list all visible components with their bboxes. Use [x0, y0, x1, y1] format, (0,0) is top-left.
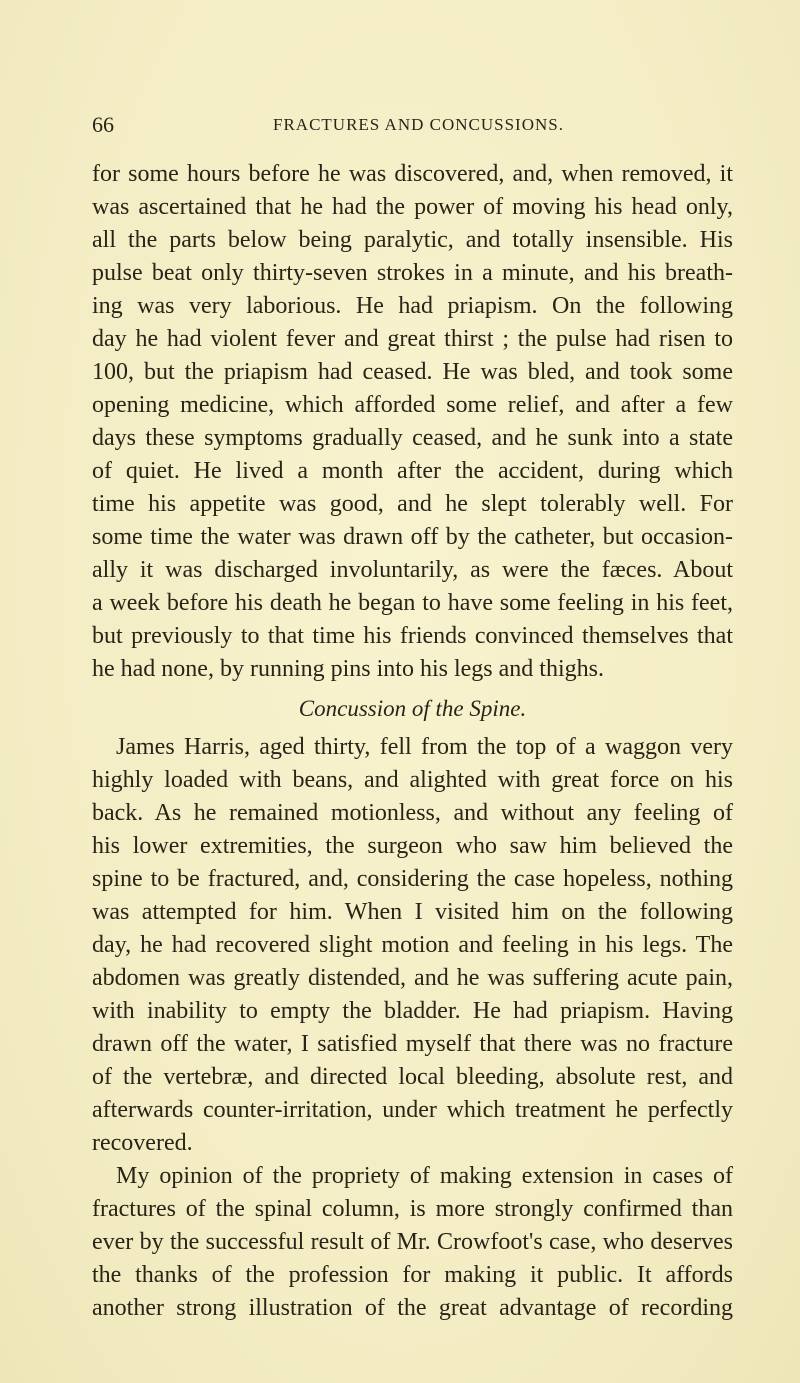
text-line: he had none, by running pins into his legs and thighs. — [92, 656, 604, 682]
text-line: highly loaded with beans, and alighted with great force on his — [92, 767, 733, 793]
running-header — [92, 112, 733, 140]
text-line: back. As he remained motionless, and without any feeling of — [92, 800, 733, 826]
text-line: 100, but the priapism had ceased. He was bled, and took some — [92, 359, 733, 385]
text-line: the thanks of the profession for making it public. It affords — [92, 1262, 733, 1288]
text-line: spine to be fractured, and, considering the case hopeless, nothing — [92, 866, 733, 892]
text-line: all the parts below being paralytic, and totally insensible. His — [92, 227, 733, 253]
text-line: ever by the successful result of Mr. Crowfoot's case, who deserves — [92, 1229, 733, 1255]
text-line: some time the water was drawn off by the catheter, but occasion- — [92, 524, 733, 550]
text-line: ally it was discharged involuntarily, as were the fæces. About — [92, 557, 733, 583]
text-line: ing was very laborious. He had priapism. On the following — [92, 293, 733, 319]
text-line: James Harris, aged thirty, fell from the top of a waggon very — [116, 734, 733, 760]
text-line: My opinion of the propriety of making extension in cases of — [116, 1163, 733, 1189]
text-line: time his appetite was good, and he slept tolerably well. For — [92, 491, 733, 517]
text-line: for some hours before he was discovered, and, when removed, it — [92, 161, 733, 187]
text-line: day, he had recovered slight motion and feeling in his legs. The — [92, 932, 733, 958]
text-line: days these symptoms gradually ceased, and he sunk into a state — [92, 425, 733, 451]
text-line: drawn off the water, I satisfied myself that there was no fracture — [92, 1031, 733, 1057]
text-line: of quiet. He lived a month after the accident, during which — [92, 458, 733, 484]
running-title: FRACTURES AND CONCUSSIONS. — [273, 115, 564, 134]
paragraph — [92, 1160, 733, 1325]
text-line: fractures of the spinal column, is more strongly confirmed than — [92, 1196, 733, 1222]
page-number: 66 — [92, 112, 114, 137]
text-line: abdomen was greatly distended, and he was suffering acute pain, — [92, 965, 733, 991]
paragraph — [92, 731, 733, 1160]
section-heading: Concussion of the Spine. — [298, 696, 527, 721]
text-line: his lower extremities, the surgeon who saw him believed the — [92, 833, 733, 859]
text-line: recovered. — [92, 1130, 193, 1156]
text-line: of the vertebræ, and directed local bleeding, absolute rest, and — [92, 1064, 733, 1090]
text-line: afterwards counter-irritation, under which treatment he perfectly — [92, 1097, 733, 1123]
text-line: pulse beat only thirty-seven strokes in a minute, and his breath- — [92, 260, 733, 286]
text-line: was ascertained that he had the power of moving his head only, — [92, 194, 733, 220]
text-line: opening medicine, which afforded some relief, and after a few — [92, 392, 733, 418]
body-text — [92, 158, 733, 1325]
text-line: a week before his death he began to have some feeling in his feet, — [92, 590, 733, 616]
text-line: another strong illustration of the great advantage of recording — [92, 1295, 733, 1321]
text-line: day he had violent fever and great thirst ; the pulse had risen to — [92, 326, 733, 352]
text-line: but previously to that time his friends convinced themselves that — [92, 623, 733, 649]
paragraph — [92, 158, 733, 686]
text-line: with inability to empty the bladder. He had priapism. Having — [92, 998, 733, 1024]
text-line: was attempted for him. When I visited him on the following — [92, 899, 733, 925]
